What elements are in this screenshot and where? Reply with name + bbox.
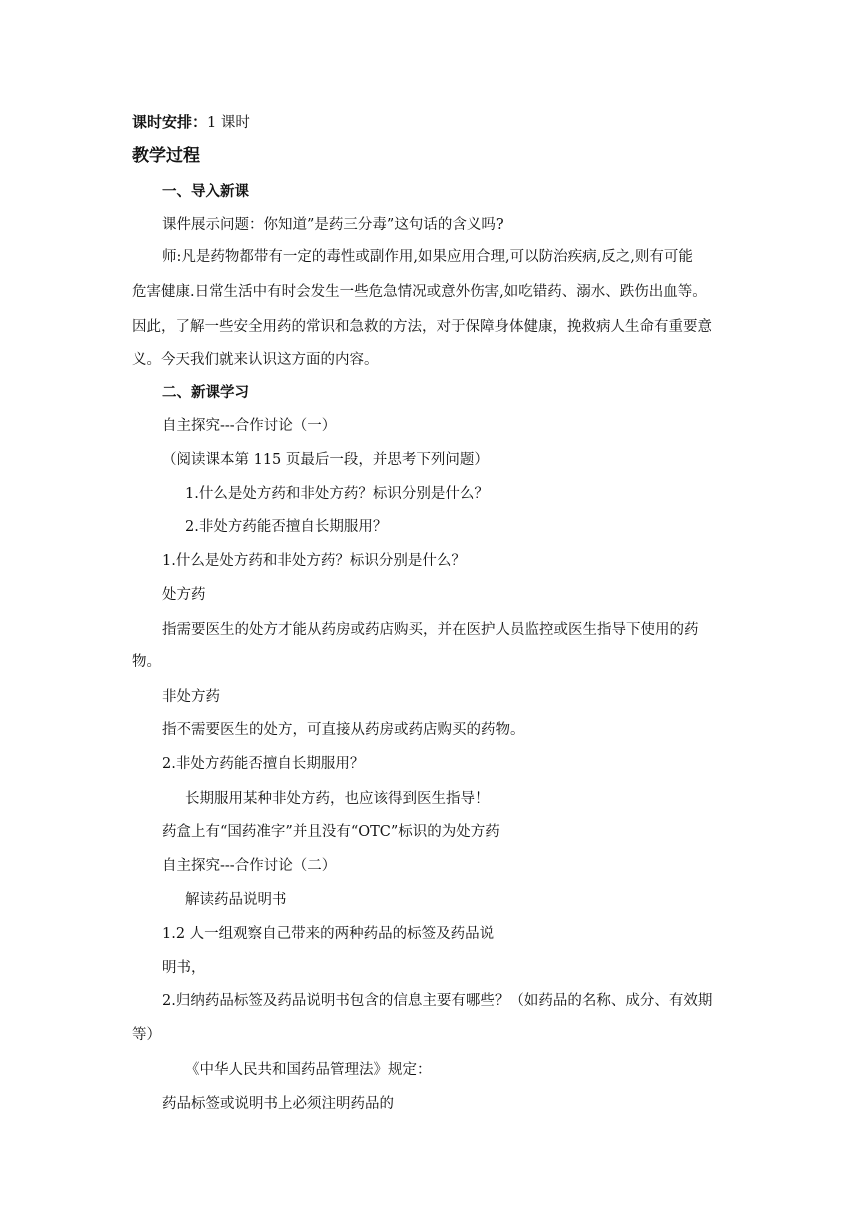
task1-line: 1.2 人一组观察自己带来的两种药品的标签及药品说 bbox=[162, 926, 495, 942]
task2-line: 等） bbox=[132, 1027, 161, 1043]
teacher-paragraph-line: 危害健康.日常生活中有时会发生一些危急情况或意外伤害,如吃错药、溺水、跌伤出血等。 bbox=[132, 284, 707, 300]
teacher-paragraph-line: 义。今天我们就来认识这方面的内容。 bbox=[132, 352, 379, 368]
box-note: 药盒上有“国药准字”并且没有“OTC”标识的为处方药 bbox=[162, 824, 500, 840]
schedule-label: 课时安排： bbox=[132, 113, 208, 131]
question2: 2.非处方药能否擅自长期服用？ bbox=[162, 756, 365, 772]
rx-title: 处方药 bbox=[162, 587, 206, 603]
explore2-heading: 自主探究---合作讨论（二） bbox=[162, 858, 337, 874]
read-hint: （阅读课本第 115 页最后一段，并思考下列问题） bbox=[162, 452, 489, 468]
process-title: 教学过程 bbox=[132, 146, 200, 166]
explore1-heading: 自主探究---合作讨论（一） bbox=[162, 418, 337, 434]
task1-line: 明书， bbox=[162, 960, 206, 976]
question1: 1.什么是处方药和非处方药？标识分别是什么？ bbox=[162, 553, 466, 569]
section1-title: 一、导入新课 bbox=[162, 184, 249, 200]
answer2: 长期服用某种非处方药，也应该得到医生指导！ bbox=[185, 791, 490, 807]
question2-indented: 2.非处方药能否擅自长期服用？ bbox=[185, 519, 388, 535]
teacher-paragraph-line: 因此，了解一些安全用药的常识和急救的方法，对于保障身体健康，挽救病人生命有重要意 bbox=[132, 319, 712, 335]
schedule-value: 1 课时 bbox=[207, 115, 250, 131]
intro-question: 课件展示问题：你知道”是药三分毒”这句话的含义吗? bbox=[162, 217, 504, 233]
schedule-line bbox=[132, 112, 250, 133]
law-requirement: 药品标签或说明书上必须注明药品的 bbox=[162, 1096, 394, 1112]
leaflet-heading: 解读药品说明书 bbox=[185, 892, 287, 908]
teacher-paragraph-line: 师:凡是药物都带有一定的毒性或副作用,如果应用合理,可以防治疾病,反之,则有可能 bbox=[162, 249, 693, 265]
question1-indented: 1.什么是处方药和非处方药？标识分别是什么？ bbox=[185, 486, 489, 502]
section2-title: 二、新课学习 bbox=[162, 385, 249, 401]
otc-definition: 指不需要医生的处方，可直接从药房或药店购买的药物。 bbox=[162, 722, 525, 738]
task2-line: 2.归纳药品标签及药品说明书包含的信息主要有哪些？（如药品的名称、成分、有效期 bbox=[162, 993, 713, 1009]
rx-definition-line: 指需要医生的处方才能从药房或药店购买，并在医护人员监控或医生指导下使用的药 bbox=[162, 622, 699, 638]
law-citation: 《中华人民共和国药品管理法》规定： bbox=[185, 1062, 432, 1078]
otc-title: 非处方药 bbox=[162, 689, 220, 705]
rx-definition-line: 物。 bbox=[132, 654, 161, 670]
